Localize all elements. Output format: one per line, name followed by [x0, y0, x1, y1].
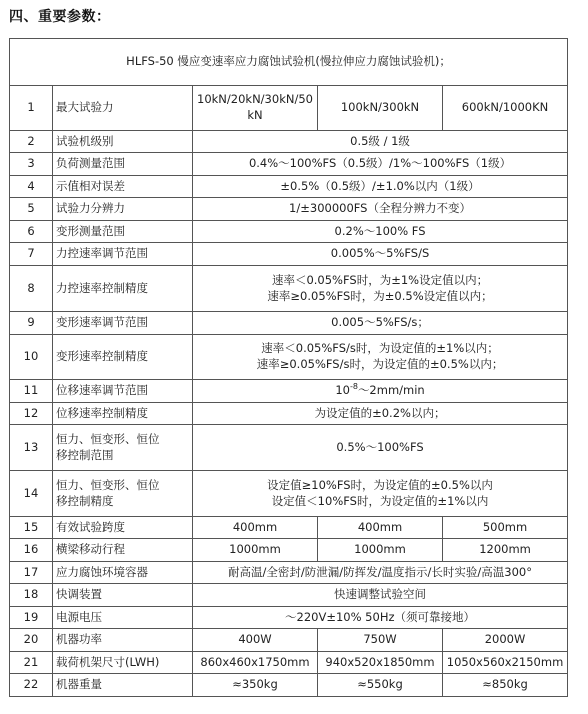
table-row	[10, 607, 568, 629]
table-row	[10, 243, 568, 266]
row-number: 6	[10, 221, 53, 243]
value-base: 10	[335, 383, 350, 398]
param-value: 1050x560x2150mm	[443, 652, 568, 674]
param-name: 变形速率调节范围	[53, 312, 193, 335]
param-value: 400W	[193, 629, 318, 652]
param-name: 试验机级别	[53, 131, 193, 153]
table-row	[10, 584, 568, 607]
param-value: ～220V±10% 50Hz（须可靠接地）	[193, 607, 568, 629]
param-name: 横梁移动行程	[53, 539, 193, 562]
param-value: 1/±300000FS（全程分辨力不变）	[193, 198, 568, 221]
param-name: 力控速率调节范围	[53, 243, 193, 266]
row-number: 9	[10, 312, 53, 335]
table-row	[10, 221, 568, 243]
row-number: 5	[10, 198, 53, 221]
param-value: ±0.5%（0.5级）/±1.0%以内（1级）	[193, 176, 568, 198]
table-row	[10, 176, 568, 198]
param-value: 400mm	[193, 517, 318, 539]
value-line: 速率＜0.05%FS/s时，为设定值的±1%以内；	[261, 341, 499, 356]
row-number: 13	[10, 425, 53, 471]
table-row	[10, 674, 568, 697]
table-row	[10, 562, 568, 584]
param-name: 变形测量范围	[53, 221, 193, 243]
value-line: 设定值＜10%FS时，为设定值的±1%以内	[271, 493, 489, 508]
name-line: 移控制精度	[56, 493, 114, 508]
table-row	[10, 153, 568, 176]
row-number: 18	[10, 584, 53, 607]
row-number: 16	[10, 539, 53, 562]
table-row	[10, 380, 568, 403]
param-name: 载荷机架尺寸(LWH)	[53, 652, 193, 674]
table-row	[10, 312, 568, 335]
param-value: 600kN/1000KN	[443, 86, 568, 131]
row-number: 11	[10, 380, 53, 403]
param-value: 0.005～5%FS/s；	[193, 312, 568, 335]
table-row	[10, 335, 568, 380]
row-number: 8	[10, 266, 53, 312]
name-line: 恒力、恒变形、恒位	[56, 477, 160, 492]
param-name: 机器功率	[53, 629, 193, 652]
param-value	[193, 380, 568, 403]
row-number: 20	[10, 629, 53, 652]
param-name: 机器重量	[53, 674, 193, 697]
param-name: 位移速率调节范围	[53, 380, 193, 403]
param-value: 0.5%～100%FS	[193, 425, 568, 471]
param-value: 750W	[318, 629, 443, 652]
param-value: ≈850kg	[443, 674, 568, 697]
table-row	[10, 539, 568, 562]
param-name: 示值相对误差	[53, 176, 193, 198]
parameters-table	[9, 38, 568, 697]
row-number: 3	[10, 153, 53, 176]
param-value: 0.005%～5%FS/S	[193, 243, 568, 266]
param-value: 860x460x1750mm	[193, 652, 318, 674]
table-row	[10, 403, 568, 425]
row-number: 1	[10, 86, 53, 131]
param-name: 变形速率控制精度	[53, 335, 193, 380]
param-value: 500mm	[443, 517, 568, 539]
table-row	[10, 86, 568, 131]
param-value: 100kN/300kN	[318, 86, 443, 131]
param-name: 试验力分辨力	[53, 198, 193, 221]
param-value: 1200mm	[443, 539, 568, 562]
value-rest: ～2mm/min	[357, 383, 425, 398]
param-name: 力控速率控制精度	[53, 266, 193, 312]
param-value: 1000mm	[193, 539, 318, 562]
table-row	[10, 198, 568, 221]
param-value: 1000mm	[318, 539, 443, 562]
table-row	[10, 471, 568, 517]
param-name: 位移速率控制精度	[53, 403, 193, 425]
param-name	[53, 425, 193, 471]
table-row	[10, 425, 568, 471]
param-name: 快调装置	[53, 584, 193, 607]
param-name: 应力腐蚀环境容器	[53, 562, 193, 584]
row-number: 4	[10, 176, 53, 198]
row-number: 19	[10, 607, 53, 629]
row-number: 15	[10, 517, 53, 539]
param-value: 940x520x1850mm	[318, 652, 443, 674]
name-line: 移控制范围	[56, 447, 114, 462]
param-name: 负荷测量范围	[53, 153, 193, 176]
param-name: 有效试验跨度	[53, 517, 193, 539]
param-value: 快速调整试验空间	[193, 584, 568, 607]
param-value: 400mm	[318, 517, 443, 539]
param-value: 0.4%～100%FS（0.5级）/1%～100%FS（1级）	[193, 153, 568, 176]
value-line: 速率≥0.05%FS时，为±0.5%设定值以内；	[267, 288, 493, 303]
table-row	[10, 266, 568, 312]
row-number: 22	[10, 674, 53, 697]
value-exponent: -8	[349, 382, 358, 392]
param-value: 2000W	[443, 629, 568, 652]
value-line: 速率≥0.05%FS/s时，为设定值的±0.5%以内；	[256, 357, 504, 371]
param-value: 10kN/20kN/30kN/50kN	[193, 86, 318, 131]
row-number: 2	[10, 131, 53, 153]
param-value	[193, 335, 568, 380]
row-number: 7	[10, 243, 53, 266]
param-value: 0.2%～100% FS	[193, 221, 568, 243]
table-row	[10, 517, 568, 539]
row-number: 10	[10, 335, 53, 380]
table-title: HLFS-50 慢应变速率应力腐蚀试验机(慢拉伸应力腐蚀试验机)；	[10, 39, 568, 86]
value-line: 设定值≥10%FS时，为设定值的±0.5%以内	[267, 477, 493, 492]
param-name: 电源电压	[53, 607, 193, 629]
row-number: 21	[10, 652, 53, 674]
table-row	[10, 652, 568, 674]
value-line: 速率＜0.05%FS时，为±1%设定值以内；	[271, 272, 489, 287]
section-title: 四、重要参数：	[9, 9, 111, 25]
param-value: ≈350kg	[193, 674, 318, 697]
row-number: 17	[10, 562, 53, 584]
param-value	[193, 471, 568, 517]
param-name	[53, 471, 193, 517]
table-row	[10, 629, 568, 652]
param-value	[193, 266, 568, 312]
param-name: 最大试验力	[53, 86, 193, 131]
table-row	[10, 131, 568, 153]
row-number: 12	[10, 403, 53, 425]
name-line: 恒力、恒变形、恒位	[56, 431, 160, 446]
row-number: 14	[10, 471, 53, 517]
param-value: ≈550kg	[318, 674, 443, 697]
param-value: 耐高温/全密封/防泄漏/防挥发/温度指示/长时实验/高温300°	[193, 562, 568, 584]
table-title-row	[10, 39, 568, 86]
param-value: 为设定值的±0.2%以内；	[193, 403, 568, 425]
param-value: 0.5级 / 1级	[193, 131, 568, 153]
